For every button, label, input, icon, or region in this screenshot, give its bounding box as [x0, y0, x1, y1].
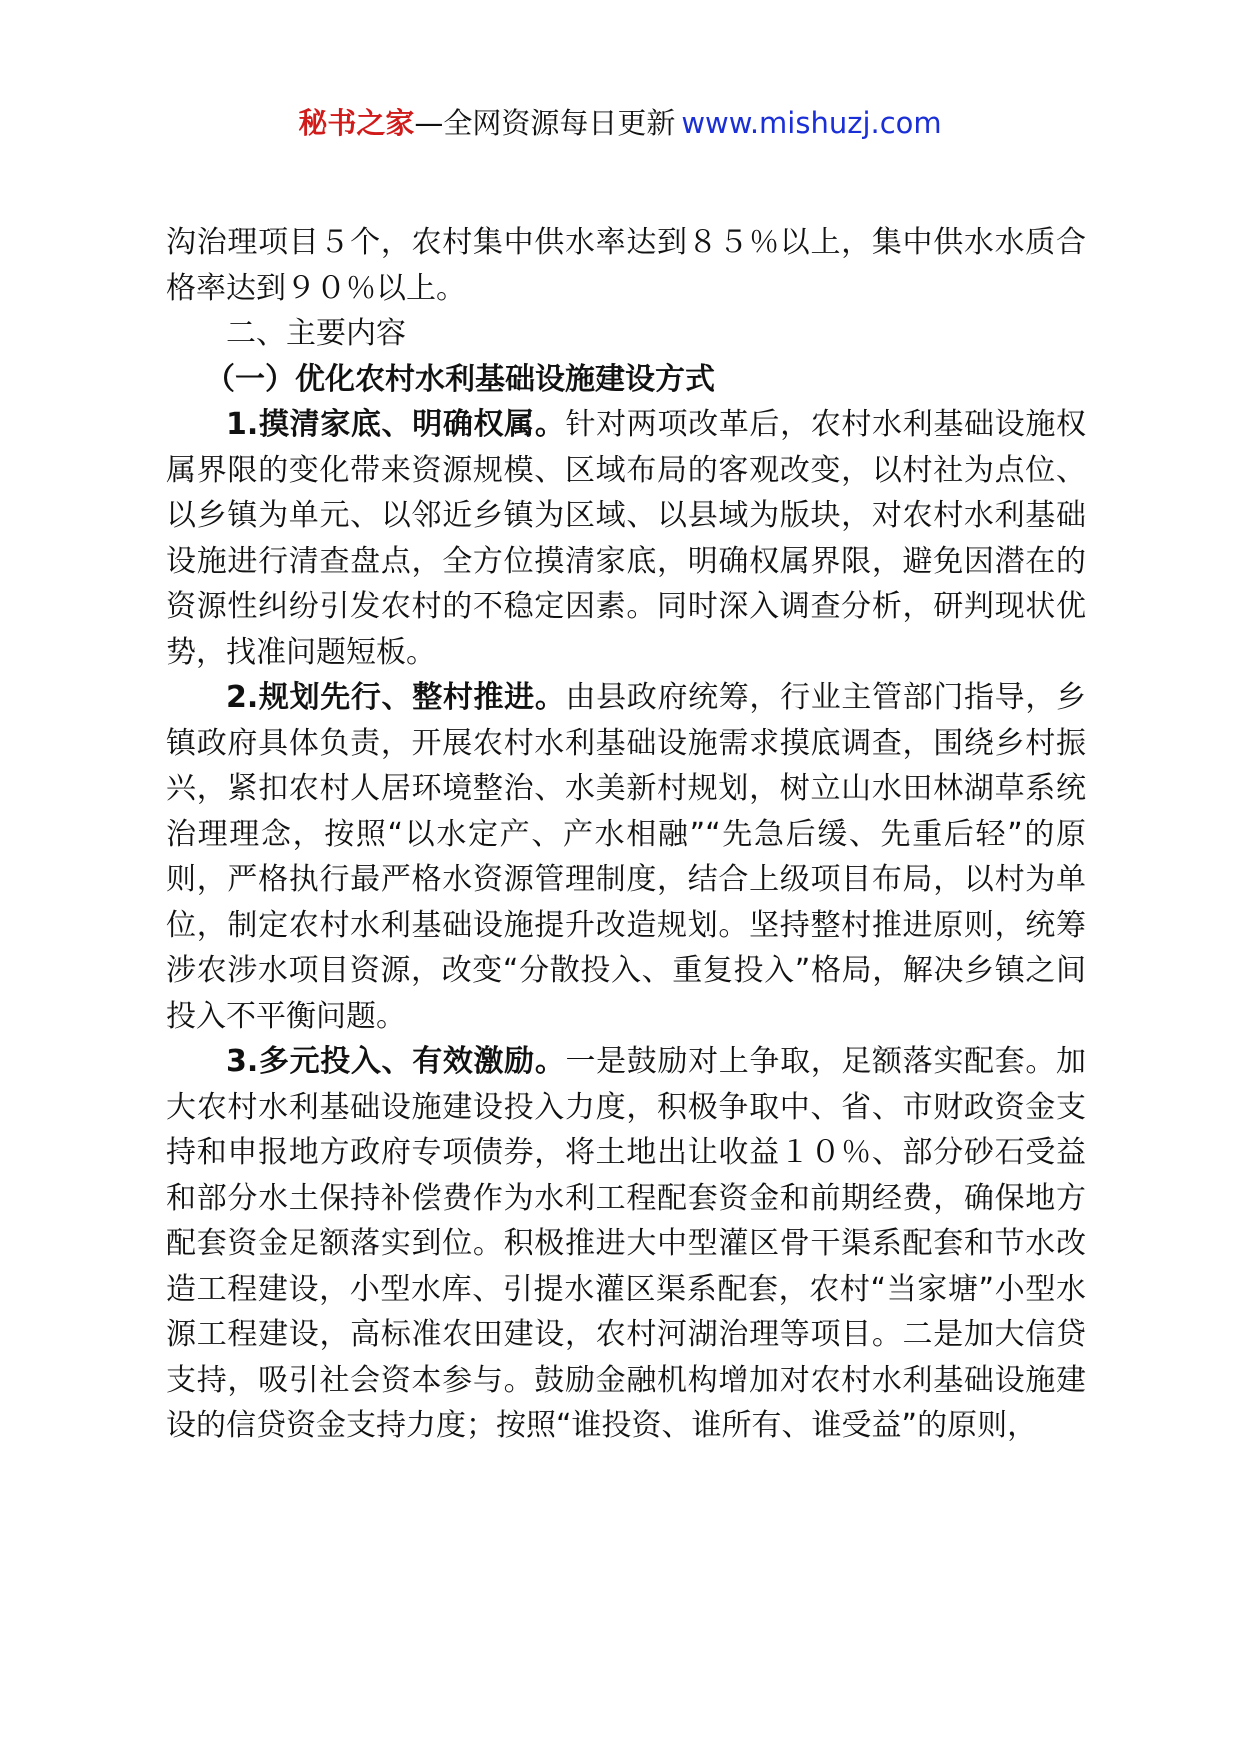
item-2-title: 2.规划先行、整村推进。 [226, 680, 566, 715]
site-brand: 秘书之家 [298, 106, 415, 140]
site-tagline: —全网资源每日更新 [414, 106, 676, 140]
item-3-title: 3.多元投入、有效激励。 [226, 1044, 566, 1079]
paragraph-item-1 [166, 402, 1086, 675]
paragraph-item-2 [166, 675, 1086, 1039]
item-3-text: 一是鼓励对上争取，足额落实配套。加大农村水利基础设施建设投入力度，积极争取中、省、市财政资金支持和申报地方政府专项债券，将土地出让收益１０％、部分砂石受益和部分水土保持补偿费作为水利工程配套资金和前期经费，确保地方配套资金足额落实到位。积极推进大中型灌区骨干渠系配套和节水改造工程建设，小型水库、引提水灌区渠系配套，农村“当家塘”小型水源工程建设，高标准农田建设，农村河湖治理等项目。二是加大信贷支持，吸引社会资本参与。鼓励金融机构增加对农村水利基础设施建设的信贷资金支持力度；按照“谁投资、谁所有、谁受益”的原则， [166, 1044, 1086, 1443]
document-body [166, 220, 1086, 1449]
continued-paragraph: 沟治理项目５个，农村集中供水率达到８５％以上，集中供水水质合格率达到９０％以上。 [166, 225, 1086, 306]
item-1-title: 1.摸清家底、明确权属。 [226, 407, 566, 442]
paragraph-item-3 [166, 1039, 1086, 1449]
site-url-link[interactable]: www.mishuzj.com [681, 106, 942, 140]
item-2-text: 由县政府统筹，行业主管部门指导，乡镇政府具体负责，开展农村水利基础设施需求摸底调查，围绕乡村振兴，紧扣农村人居环境整治、水美新村规划，树立山水田林湖草系统治理理念，按照“以水定产、产水相融”“先急后缓、先重后轻”的原则，严格执行最严格水资源管理制度，结合上级项目布局，以村为单位，制定农村水利基础设施提升改造规划。坚持整村推进原则，统筹涉农涉水项目资源，改变“分散投入、重复投入”格局，解决乡镇之间投入不平衡问题。 [166, 680, 1086, 1034]
page-header [0, 100, 1240, 146]
item-1-text: 针对两项改革后，农村水利基础设施权属界限的变化带来资源规模、区域布局的客观改变，以村社为点位、以乡镇为单元、以邻近乡镇为区域、以县域为版块，对农村水利基础设施进行清查盘点，全方位摸清家底，明确权属界限，避免因潜在的资源性纠纷引发农村的不稳定因素。同时深入调查分析，研判现状优势，找准问题短板。 [166, 407, 1086, 670]
sub-heading: （一）优化农村水利基础设施建设方式 [205, 361, 715, 397]
section-heading: 二、主要内容 [226, 316, 406, 351]
